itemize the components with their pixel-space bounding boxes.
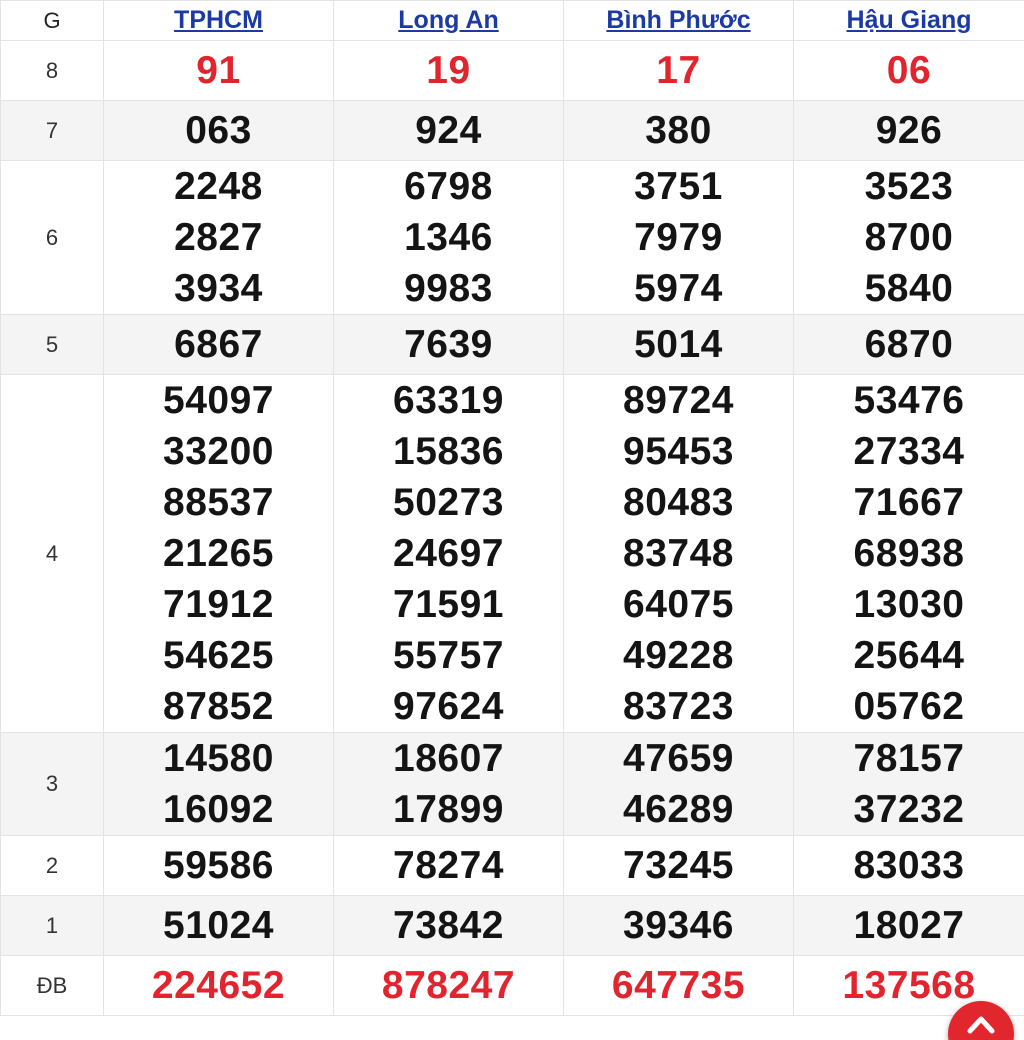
- result-number: 3523: [864, 165, 954, 208]
- result-number: 9983: [404, 267, 493, 310]
- result-cell-long-an: [334, 41, 564, 101]
- prize-7-row: [1, 101, 1024, 161]
- result-number: 18027: [853, 904, 965, 947]
- province-link-hau-giang[interactable]: Hậu Giang: [846, 6, 972, 34]
- result-number: 8700: [864, 216, 954, 259]
- result-number: 49228: [623, 634, 734, 677]
- result-cell-binh-phuoc: [564, 733, 794, 836]
- result-number: 55757: [393, 634, 504, 677]
- result-cell-binh-phuoc: [564, 101, 794, 161]
- result-number: 68938: [853, 532, 965, 575]
- result-number: 51024: [163, 904, 274, 947]
- result-number: 25644: [853, 634, 965, 677]
- result-number: 3934: [174, 267, 263, 310]
- result-number: 647735: [611, 964, 746, 1007]
- prize-label: 1: [1, 896, 104, 956]
- result-cell-long-an: [334, 733, 564, 836]
- prize-column-label: G: [43, 7, 61, 33]
- prize-2-row: [1, 836, 1024, 896]
- result-number: 380: [645, 109, 712, 152]
- result-cell-tphcm: [104, 956, 334, 1016]
- result-number: 2827: [174, 216, 263, 259]
- prize-label: ĐB: [1, 956, 104, 1016]
- result-number: 17899: [393, 788, 504, 831]
- results-body: [1, 41, 1024, 1016]
- result-number: 39346: [623, 904, 734, 947]
- result-number: 19: [426, 49, 471, 92]
- result-number: 5974: [634, 267, 723, 310]
- result-number: 3751: [634, 165, 723, 208]
- result-number: 46289: [623, 788, 734, 831]
- result-number: 73842: [393, 904, 504, 947]
- result-number: 1346: [404, 216, 493, 259]
- result-number: 47659: [623, 737, 734, 780]
- chevron-up-icon: [966, 1013, 996, 1035]
- result-number: 54097: [163, 379, 274, 422]
- result-cell-binh-phuoc: [564, 896, 794, 956]
- province-link-binh-phuoc[interactable]: Bình Phước: [606, 6, 751, 34]
- result-number: 80483: [623, 481, 734, 524]
- result-number: 83723: [623, 685, 734, 728]
- prize-1-row: [1, 896, 1024, 956]
- result-cell-tphcm: [104, 896, 334, 956]
- result-number: 88537: [163, 481, 274, 524]
- result-number: 15836: [393, 430, 504, 473]
- prize-4-row: [1, 375, 1024, 733]
- result-number: 137568: [842, 964, 976, 1007]
- result-cell-binh-phuoc: [564, 836, 794, 896]
- province-link-long-an[interactable]: Long An: [398, 6, 499, 34]
- result-number: 924: [415, 109, 482, 152]
- result-number: 06: [886, 49, 932, 92]
- result-number: 14580: [163, 737, 274, 780]
- result-cell-hau-giang: [794, 733, 1024, 836]
- result-cell-long-an: [334, 315, 564, 375]
- result-number: 5014: [634, 323, 723, 366]
- result-cell-long-an: [334, 896, 564, 956]
- result-number: 7639: [404, 323, 493, 366]
- result-cell-binh-phuoc: [564, 956, 794, 1016]
- prize-3-row: [1, 733, 1024, 836]
- result-number: 89724: [623, 379, 734, 422]
- province-header-long-an: [334, 1, 564, 41]
- result-cell-tphcm: [104, 375, 334, 733]
- result-number: 224652: [151, 964, 286, 1007]
- result-number: 5840: [864, 267, 954, 310]
- result-number: 13030: [853, 583, 965, 626]
- result-cell-tphcm: [104, 41, 334, 101]
- result-cell-long-an: [334, 375, 564, 733]
- result-number: 05762: [853, 685, 965, 728]
- result-cell-hau-giang: [794, 41, 1024, 101]
- result-number: 95453: [623, 430, 734, 473]
- result-number: 33200: [163, 430, 274, 473]
- result-cell-hau-giang: [794, 836, 1024, 896]
- result-cell-long-an: [334, 836, 564, 896]
- prize-label: 4: [1, 375, 104, 733]
- result-cell-tphcm: [104, 315, 334, 375]
- result-number: 87852: [163, 685, 274, 728]
- result-number: 6798: [404, 165, 493, 208]
- result-number: 2248: [174, 165, 263, 208]
- province-link-tphcm[interactable]: TPHCM: [174, 6, 263, 34]
- result-number: 6867: [174, 323, 263, 366]
- result-number: 71667: [853, 481, 965, 524]
- result-number: 54625: [163, 634, 274, 677]
- result-number: 16092: [163, 788, 274, 831]
- result-cell-tphcm: [104, 161, 334, 315]
- result-number: 063: [185, 109, 252, 152]
- result-number: 27334: [853, 430, 965, 473]
- prize-column-header: [1, 1, 104, 41]
- result-number: 7979: [634, 216, 723, 259]
- result-number: 97624: [393, 685, 504, 728]
- result-number: 18607: [393, 737, 504, 780]
- prize-label: 3: [1, 733, 104, 836]
- result-number: 21265: [163, 532, 274, 575]
- prize-5-row: [1, 315, 1024, 375]
- result-number: 78274: [393, 844, 504, 887]
- result-cell-binh-phuoc: [564, 161, 794, 315]
- result-number: 37232: [853, 788, 965, 831]
- result-number: 17: [656, 49, 701, 92]
- result-cell-hau-giang: [794, 315, 1024, 375]
- result-number: 64075: [623, 583, 734, 626]
- prize-label: 5: [1, 315, 104, 375]
- result-cell-tphcm: [104, 836, 334, 896]
- result-number: 926: [875, 109, 943, 152]
- result-number: 24697: [393, 532, 504, 575]
- result-number: 71912: [163, 583, 274, 626]
- result-number: 878247: [381, 964, 516, 1007]
- result-cell-binh-phuoc: [564, 375, 794, 733]
- province-header-hau-giang: [794, 1, 1024, 41]
- result-number: 91: [196, 49, 241, 92]
- result-number: 6870: [864, 323, 954, 366]
- province-header-tphcm: [104, 1, 334, 41]
- table-header-row: [1, 1, 1024, 41]
- special-prize-row: [1, 956, 1024, 1016]
- result-number: 59586: [163, 844, 274, 887]
- result-cell-hau-giang: [794, 375, 1024, 733]
- province-header-binh-phuoc: [564, 1, 794, 41]
- result-number: 53476: [853, 379, 965, 422]
- prize-label: 7: [1, 101, 104, 161]
- result-cell-tphcm: [104, 733, 334, 836]
- result-cell-long-an: [334, 101, 564, 161]
- prize-label: 8: [1, 41, 104, 101]
- result-number: 83033: [853, 844, 965, 887]
- result-cell-long-an: [334, 956, 564, 1016]
- prize-label: 6: [1, 161, 104, 315]
- result-cell-binh-phuoc: [564, 41, 794, 101]
- result-cell-hau-giang: [794, 896, 1024, 956]
- prize-label: 2: [1, 836, 104, 896]
- result-cell-hau-giang: [794, 161, 1024, 315]
- result-number: 78157: [853, 737, 965, 780]
- result-number: 50273: [393, 481, 504, 524]
- result-number: 63319: [393, 379, 504, 422]
- prize-8-row: [1, 41, 1024, 101]
- result-number: 83748: [623, 532, 734, 575]
- result-number: 73245: [623, 844, 734, 887]
- result-cell-binh-phuoc: [564, 315, 794, 375]
- result-cell-hau-giang: [794, 101, 1024, 161]
- result-cell-long-an: [334, 161, 564, 315]
- result-cell-tphcm: [104, 101, 334, 161]
- result-number: 71591: [393, 583, 504, 626]
- prize-6-row: [1, 161, 1024, 315]
